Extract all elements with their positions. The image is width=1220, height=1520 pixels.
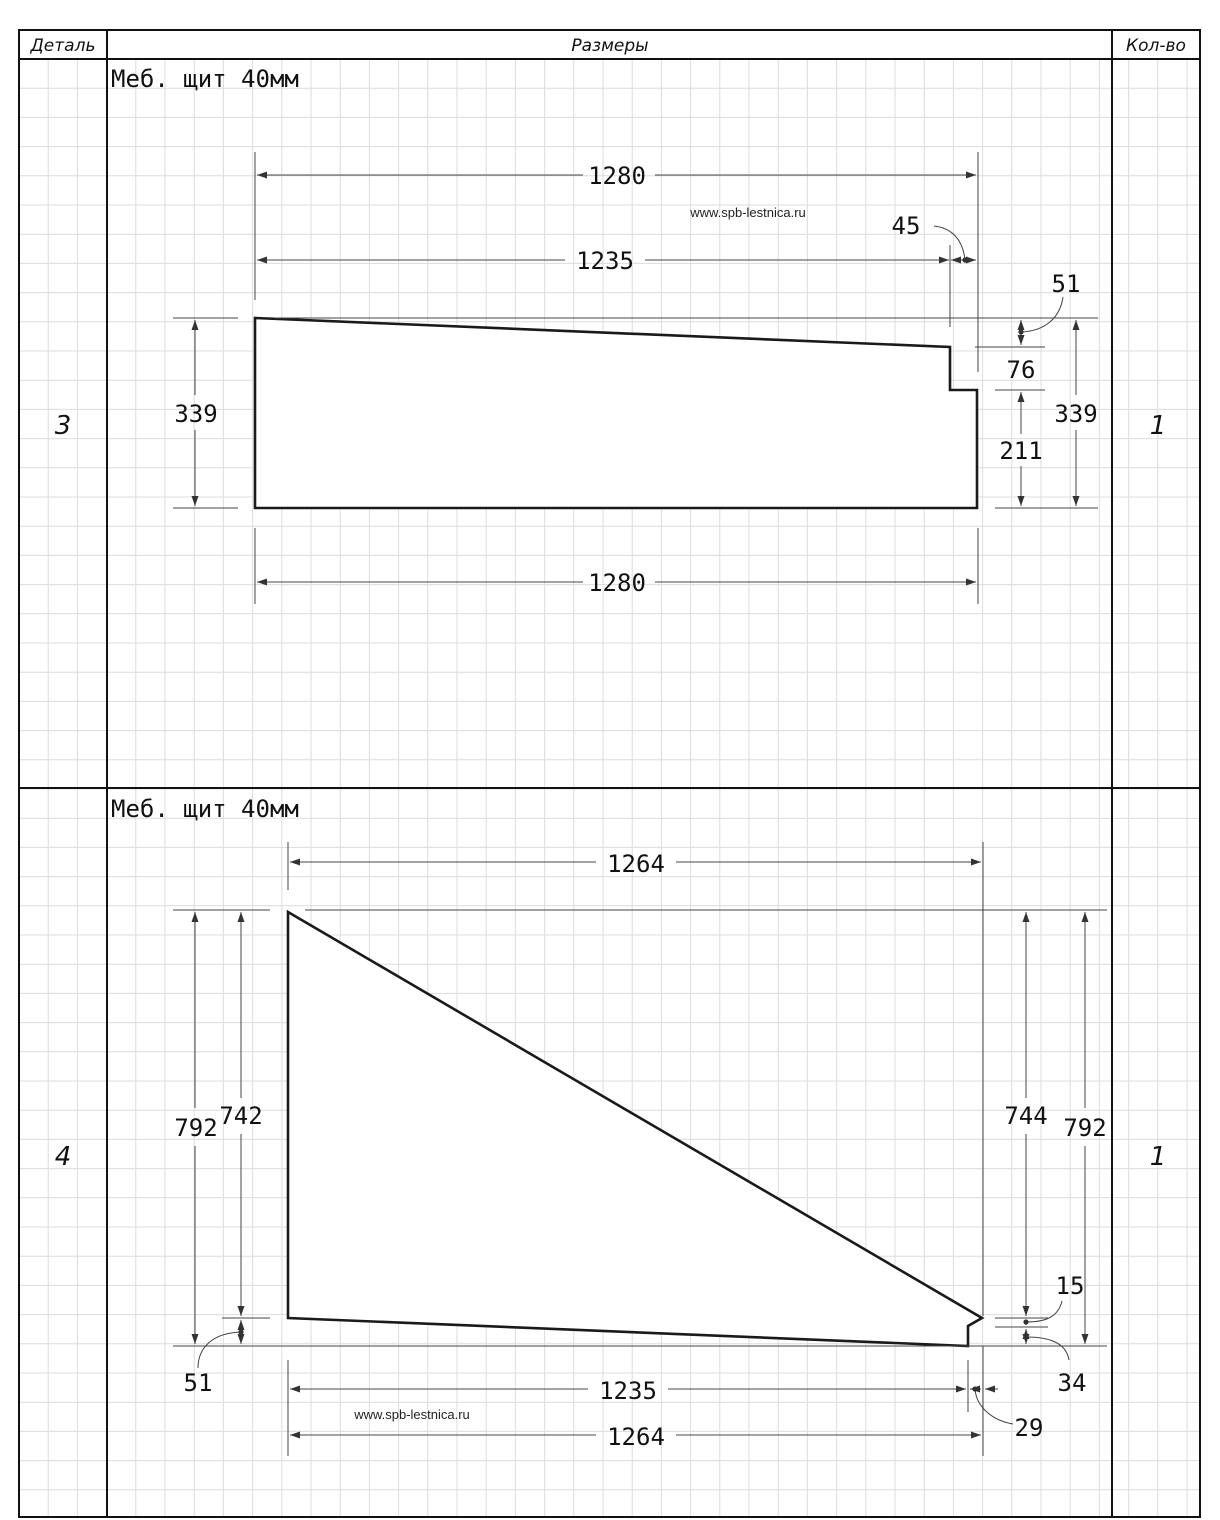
dim-left-outer: 792 — [174, 1114, 218, 1142]
part-number: 4 — [54, 1142, 72, 1172]
dim-left-drop: 51 — [183, 1369, 213, 1397]
row-part-4 — [55, 795, 1167, 1456]
dim-top-total: 1264 — [607, 850, 665, 878]
row-part-3 — [55, 65, 1167, 604]
dim-top-drop: 51 — [1051, 270, 1081, 298]
header-part: Деталь — [30, 36, 96, 56]
dim-bottom-inner: 1235 — [599, 1377, 657, 1405]
part-outline — [288, 912, 982, 1346]
dim-right-height: 339 — [1054, 400, 1098, 428]
part-outline — [255, 318, 977, 508]
dim-bottom-total: 1280 — [588, 569, 646, 597]
dim-notch-top: 15 — [1055, 1272, 1085, 1300]
material-label: Меб. щит 40мм — [111, 65, 299, 93]
dim-notch-width: 45 — [891, 212, 921, 240]
dim-left-height: 339 — [174, 400, 218, 428]
part-quantity: 1 — [1149, 1142, 1167, 1172]
dim-top-inner: 1235 — [576, 247, 634, 275]
dim-right-lower: 211 — [999, 437, 1043, 465]
header-dimensions: Размеры — [571, 36, 649, 56]
watermark: www.spb-lestnica.ru — [690, 205, 806, 220]
dim-notch-width: 29 — [1014, 1414, 1044, 1442]
material-label: Меб. щит 40мм — [111, 795, 299, 823]
watermark: www.spb-lestnica.ru — [354, 1407, 470, 1422]
dim-left-inner: 742 — [219, 1102, 263, 1130]
dim-right-inner: 744 — [1004, 1102, 1048, 1130]
part-quantity: 1 — [1149, 411, 1167, 441]
dim-right-outer: 792 — [1063, 1114, 1107, 1142]
dim-notch-step: 34 — [1057, 1369, 1087, 1397]
part-number: 3 — [54, 411, 72, 441]
dim-notch-height: 76 — [1006, 356, 1036, 384]
dim-bottom-total: 1264 — [607, 1423, 665, 1451]
header-quantity: Кол-во — [1126, 36, 1186, 56]
dim-top-total: 1280 — [588, 162, 646, 190]
